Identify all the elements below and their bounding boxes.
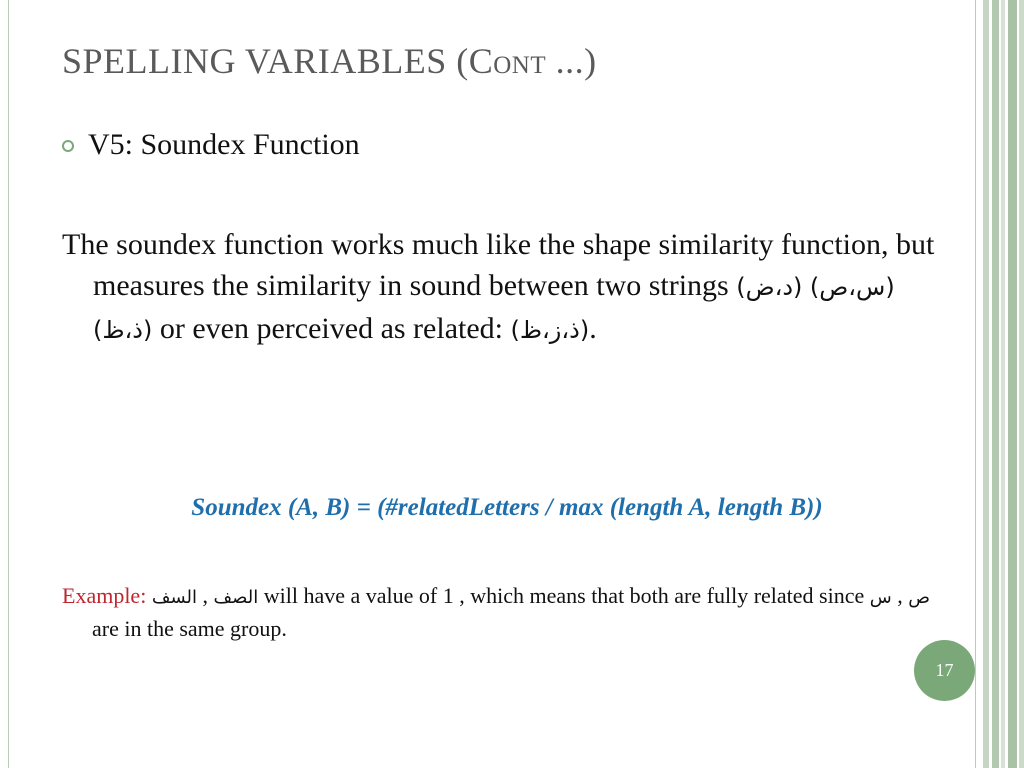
example-text-1: will have a value of 1 , which means that both are fully related since	[258, 583, 870, 608]
para-text-2: or even perceived as related:	[152, 312, 511, 345]
title-tail: ...)	[546, 41, 597, 81]
example-comma-2: ,	[891, 583, 909, 608]
example-word-2: الصف	[213, 587, 259, 608]
bullet-circle-icon	[62, 140, 74, 152]
left-frame-line	[8, 0, 9, 768]
para-end: .	[589, 312, 597, 345]
title-main: SPELLING VARIABLES (	[62, 41, 469, 81]
page-number: 17	[935, 660, 954, 680]
description-paragraph	[62, 224, 953, 351]
example-paragraph	[62, 580, 952, 644]
letter-pair-3: (ذ،ظ)	[93, 316, 153, 344]
page-number-badge	[914, 640, 975, 701]
letter-pair-2: (س،ص)	[809, 273, 895, 301]
example-comma-1: ,	[197, 583, 214, 608]
example-text-2: are in the same group.	[92, 616, 287, 641]
right-decor-stripe	[1019, 0, 1024, 768]
example-letter-1: ص	[908, 587, 930, 608]
right-decor-stripe	[992, 0, 999, 768]
right-decor-stripe	[983, 0, 989, 768]
para-text-1: The soundex function works much like the shape similarity function, but measures the similarity in sound between two strings	[62, 228, 935, 302]
right-decor-stripe	[975, 0, 976, 768]
slide-title	[62, 40, 597, 82]
title-cont: Cont	[468, 41, 547, 81]
letter-group-4: (ذ،ز،ظ)	[510, 316, 590, 344]
example-letter-2: س	[869, 587, 892, 608]
right-decor-stripe	[1001, 0, 1005, 768]
example-label: Example:	[62, 583, 147, 608]
soundex-formula: Soundex (A, B) = (#relatedLetters / max (length A, length B))	[191, 494, 823, 521]
letter-pair-1: (د،ض)	[736, 273, 803, 301]
bullet-item	[62, 128, 360, 162]
bullet-text: V5: Soundex Function	[88, 128, 360, 161]
example-word-1: السف	[151, 587, 197, 608]
right-decor-stripe	[1008, 0, 1017, 768]
